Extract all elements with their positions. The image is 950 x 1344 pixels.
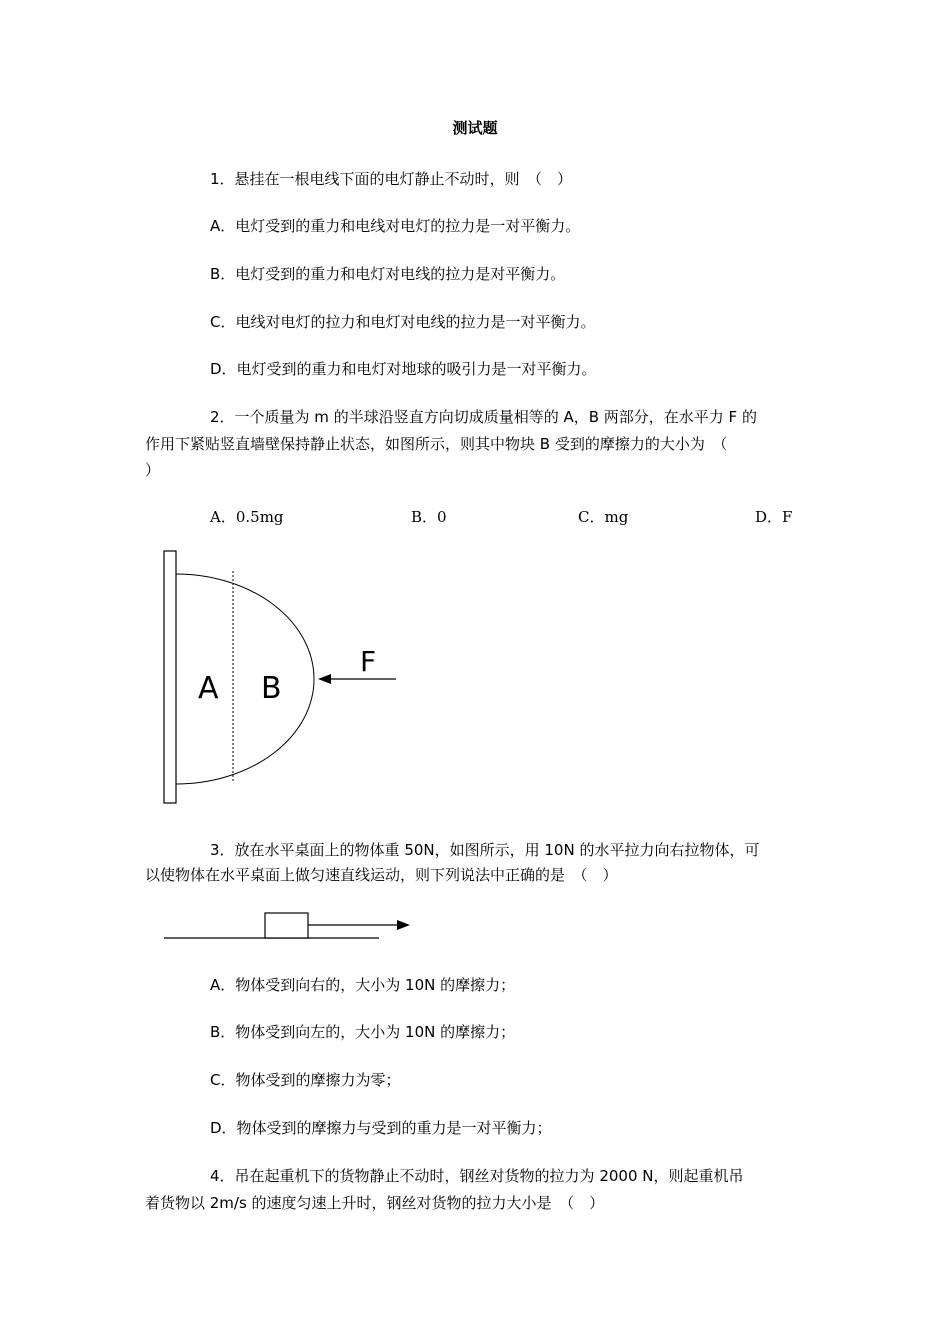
q3-stem-line2: 以使物体在水平桌面上做匀速直线运动，则下列说法中正确的是 （ ） (145, 866, 618, 884)
q2-option-c: C．mg (578, 508, 629, 526)
pull-arrow-head (397, 920, 410, 930)
hemisphere-figure (160, 548, 410, 808)
q2-option-b: B．0 (411, 508, 447, 526)
q4-stem-line1: 4．吊在起重机下的货物静止不动时，钢丝对货物的拉力为 2000 N，则起重机吊 (210, 1167, 744, 1185)
wall (164, 551, 176, 803)
q3-option-c: C．物体受到的摩擦力为零； (210, 1071, 401, 1089)
q3-option-a: A．物体受到向右的，大小为 10N 的摩擦力； (210, 976, 516, 994)
q1-option-c: C．电线对电灯的拉力和电灯对电线的拉力是一对平衡力。 (210, 313, 596, 331)
q1-stem: 1．悬挂在一根电线下面的电灯静止不动时，则 （ ） (210, 170, 573, 188)
q3-option-b: B．物体受到向左的，大小为 10N 的摩擦力； (210, 1023, 516, 1041)
label-a: A (198, 671, 219, 706)
q1-option-a: A．电灯受到的重力和电线对电灯的拉力是一对平衡力。 (210, 217, 581, 235)
q2-stem-line2: 作用下紧贴竖直墙壁保持静止状态，如图所示，则其中物块 B 受到的摩擦力的大小为 （ (145, 435, 728, 453)
q2-stem-line3: ） (145, 461, 161, 479)
force-arrow-head (318, 674, 331, 684)
label-f: F (360, 645, 377, 678)
page-title: 测试题 (452, 119, 498, 137)
q1-option-b: B．电灯受到的重力和电灯对电线的拉力是对平衡力。 (210, 265, 566, 283)
label-b: B (261, 671, 282, 706)
q3-stem-line1: 3．放在水平桌面上的物体重 50N，如图所示，用 10N 的水平拉力向右拉物体，可 (210, 841, 760, 859)
q3-option-d: D．物体受到的摩擦力与受到的重力是一对平衡力； (210, 1119, 552, 1137)
hemisphere-outline (176, 574, 314, 784)
block (265, 913, 308, 938)
q2-stem-line1: 2．一个质量为 m 的半球沿竖直方向切成质量相等的 A，B 两部分，在水平力 F 的 (210, 408, 757, 426)
q2-option-a: A．0.5mg (210, 508, 284, 526)
q1-option-d: D．电灯受到的重力和电灯对地球的吸引力是一对平衡力。 (210, 360, 597, 378)
block-figure (160, 905, 420, 950)
q4-stem-line2: 着货物以 2m/s 的速度匀速上升时，钢丝对货物的拉力大小是 （ ） (145, 1194, 605, 1212)
q2-option-d: D．F (755, 508, 793, 526)
